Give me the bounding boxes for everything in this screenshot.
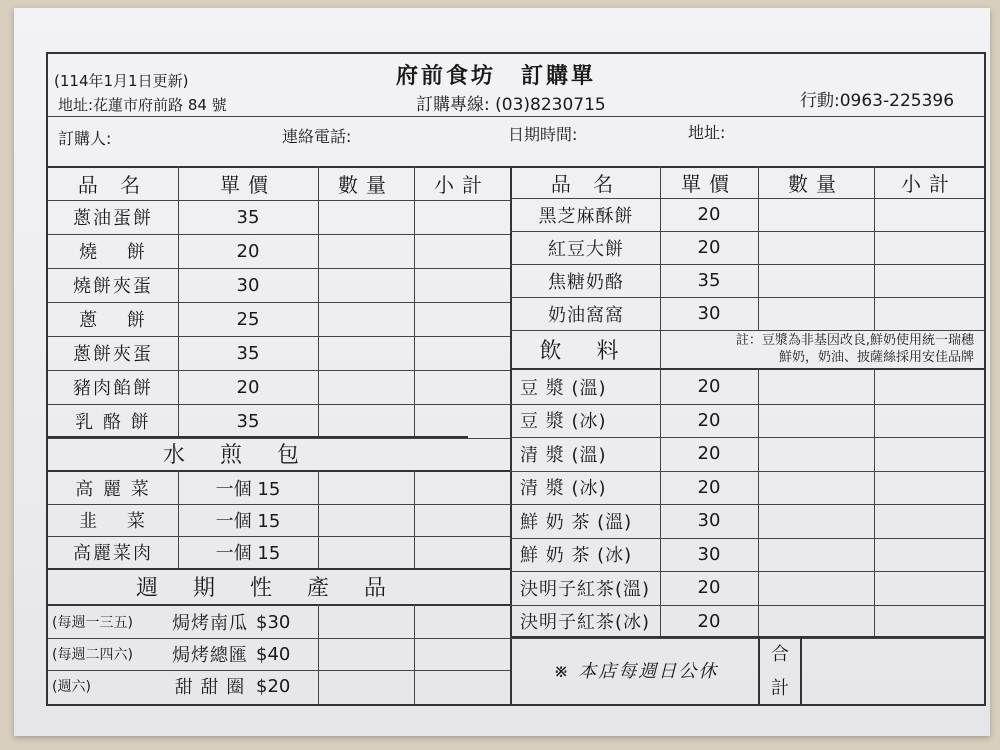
- right-col-divider-2b: [758, 368, 759, 636]
- address-field[interactable]: 地址:: [688, 123, 726, 142]
- left-col-divider-3b: [414, 470, 415, 568]
- drink-qty-cell[interactable]: [760, 472, 872, 504]
- left-item-price: 20: [236, 240, 260, 262]
- left-item-qty-cell[interactable]: [320, 371, 412, 403]
- closed-notice: ※ 本店每週日公休: [553, 661, 719, 682]
- right-row-divider: [510, 330, 984, 331]
- shuijianbao-item-name: 高 麗 菜: [75, 479, 151, 500]
- left-item-qty-cell[interactable]: [320, 201, 412, 233]
- drink-item-name: 決明子紅茶(冰): [520, 612, 651, 634]
- left-item-qty-cell[interactable]: [320, 269, 412, 301]
- drink-subtotal-cell[interactable]: [876, 606, 982, 638]
- drinks-title-divider: [660, 330, 661, 368]
- left-item-price: 35: [236, 342, 260, 364]
- drink-row-divider: [510, 638, 984, 639]
- updated-date: (114年1月1日更新): [54, 72, 189, 90]
- left-item-subtotal-cell[interactable]: [416, 337, 508, 369]
- drink-qty-cell[interactable]: [760, 539, 872, 571]
- left-item-qty-cell[interactable]: [320, 303, 412, 335]
- right-col-divider-3: [874, 166, 875, 330]
- drink-item-price: 20: [697, 610, 721, 632]
- footer-divider-2: [800, 636, 802, 704]
- drink-subtotal-cell[interactable]: [876, 405, 982, 437]
- shuijianbao-subtotal-cell[interactable]: [416, 505, 508, 535]
- drink-subtotal-cell[interactable]: [876, 371, 982, 403]
- right-item-name: 焦糖奶酪: [548, 271, 624, 293]
- left-col-divider-1: [178, 166, 179, 436]
- shop-address: 地址:花蓮市府前路 84 號: [58, 96, 227, 114]
- phone-field[interactable]: 連絡電話:: [282, 127, 352, 146]
- weekly-qty-cell[interactable]: [320, 639, 412, 669]
- weekly-item-name: 焗烤南瓜: [172, 613, 248, 634]
- weekly-item-days: (每週一三五): [52, 615, 133, 631]
- total-input-cell[interactable]: [804, 640, 980, 700]
- drink-qty-cell[interactable]: [760, 572, 872, 604]
- drink-item-price: 30: [697, 543, 721, 565]
- left-header-subtotal: 小計: [434, 172, 490, 197]
- weekly-item-price: $20: [256, 675, 291, 697]
- right-col-divider-1b: [660, 368, 661, 636]
- shuijianbao-item-name: 韭 菜: [79, 511, 147, 532]
- shuijianbao-section-title: 水 煎 包: [163, 442, 313, 468]
- order-hotline: 訂購專線: (03)8230715: [416, 95, 606, 115]
- drink-qty-cell[interactable]: [760, 371, 872, 403]
- right-item-qty-cell[interactable]: [760, 265, 872, 296]
- drink-subtotal-cell[interactable]: [876, 572, 982, 604]
- drink-item-price: 30: [697, 510, 721, 532]
- total-label-1: 合: [771, 644, 789, 665]
- weekly-subtotal-cell[interactable]: [416, 671, 508, 701]
- left-col-divider-3: [414, 166, 415, 436]
- left-item-price: 20: [236, 376, 260, 398]
- right-item-qty-cell[interactable]: [760, 232, 872, 263]
- right-item-price: 30: [697, 303, 721, 324]
- left-item-price: 30: [236, 274, 260, 296]
- weekly-item-name: 焗烤總匯: [172, 645, 248, 666]
- weekly-item-price: $40: [256, 643, 291, 665]
- left-col-divider-2c: [318, 604, 319, 704]
- left-item-subtotal-cell[interactable]: [416, 201, 508, 233]
- right-col-divider-2: [758, 166, 759, 330]
- weekly-subtotal-cell[interactable]: [416, 639, 508, 669]
- right-item-subtotal-cell[interactable]: [876, 265, 982, 296]
- left-col-divider-3c: [414, 604, 415, 704]
- left-item-subtotal-cell[interactable]: [416, 235, 508, 267]
- drink-item-name: 豆 漿 (冰): [520, 411, 607, 433]
- shuijianbao-item-name: 高麗菜肉: [73, 543, 153, 564]
- right-item-name: 奶油窩窩: [548, 304, 624, 326]
- weekly-item-days: (週六): [52, 679, 91, 695]
- footer-divider-1: [758, 636, 760, 704]
- drink-item-name: 清 漿 (冰): [520, 478, 607, 500]
- left-item-name: 蔥油蛋餅: [73, 208, 153, 229]
- drink-subtotal-cell[interactable]: [876, 438, 982, 470]
- drink-subtotal-cell[interactable]: [876, 472, 982, 504]
- left-item-qty-cell[interactable]: [320, 337, 412, 369]
- drink-item-name: 豆 漿 (溫): [520, 377, 607, 399]
- left-item-subtotal-cell[interactable]: [416, 269, 508, 301]
- left-item-name: 蔥 餅: [79, 310, 147, 331]
- drink-item-price: 20: [697, 476, 721, 498]
- right-item-qty-cell[interactable]: [760, 298, 872, 329]
- footer-top-border: [510, 636, 984, 638]
- order-form: [46, 52, 986, 706]
- drink-item-price: 20: [697, 409, 721, 431]
- weekly-item-name: 甜 甜 圈: [174, 677, 246, 698]
- right-header-price: 單價: [681, 171, 737, 196]
- left-item-price: 25: [236, 308, 260, 330]
- left-col-divider-2: [318, 166, 319, 436]
- page-title: 府前食坊 訂購單: [396, 63, 597, 89]
- right-header-subtotal: 小計: [901, 171, 957, 196]
- drink-item-name: 鮮 奶 茶 (溫): [520, 511, 633, 533]
- shuijianbao-item-price: 一個 15: [215, 543, 281, 564]
- right-item-qty-cell[interactable]: [760, 199, 872, 230]
- shuijianbao-qty-cell[interactable]: [320, 537, 412, 567]
- orderer-field[interactable]: 訂購人:: [58, 129, 112, 148]
- right-item-subtotal-cell[interactable]: [876, 298, 982, 329]
- left-header-price: 單價: [220, 172, 276, 197]
- left-col-divider-2b: [318, 470, 319, 568]
- left-item-name: 乳 酪 餅: [75, 412, 151, 433]
- drink-item-price: 20: [697, 443, 721, 465]
- drink-item-name: 決明子紅茶(溫): [520, 578, 651, 600]
- weekly-section-title: 週 期 性 產 品: [136, 575, 400, 601]
- weekly-subtotal-cell[interactable]: [416, 607, 508, 637]
- shuijianbao-subtotal-cell[interactable]: [416, 473, 508, 503]
- shuijianbao-qty-cell[interactable]: [320, 505, 412, 535]
- drink-qty-cell[interactable]: [760, 405, 872, 437]
- drink-item-price: 20: [697, 376, 721, 398]
- left-item-price: 35: [236, 206, 260, 228]
- right-item-subtotal-cell[interactable]: [876, 232, 982, 263]
- right-col-divider-1: [660, 166, 661, 330]
- left-item-subtotal-cell[interactable]: [416, 371, 508, 403]
- datetime-field[interactable]: 日期時間:: [508, 125, 578, 144]
- total-label-2: 計: [771, 678, 789, 699]
- ingredient-note-line1: 註：豆漿為非基因改良,鮮奶使用統一瑞穗: [735, 333, 974, 348]
- weekly-item-days: (每週二四六): [52, 647, 133, 663]
- ingredient-note: [736, 332, 974, 366]
- weekly-qty-cell[interactable]: [320, 607, 412, 637]
- right-item-name: 黑芝麻酥餅: [538, 205, 634, 227]
- order-form-paper: [14, 8, 990, 736]
- right-item-price: 35: [697, 270, 721, 291]
- ingredient-note-line2: 鮮奶，奶油、披薩絲採用安佳品牌: [778, 350, 974, 365]
- drink-subtotal-cell[interactable]: [876, 505, 982, 537]
- right-item-name: 紅豆大餅: [548, 238, 624, 260]
- left-col-divider-1b: [178, 470, 179, 568]
- drinks-section-title: 飲 料: [539, 338, 633, 364]
- left-header-qty: 數量: [338, 172, 394, 197]
- left-item-name: 燒餅夾蛋: [73, 276, 153, 297]
- left-item-qty-cell[interactable]: [320, 405, 412, 437]
- shuijianbao-top-border: [48, 436, 468, 438]
- left-header-name: 品 名: [77, 172, 149, 197]
- left-item-qty-cell[interactable]: [320, 235, 412, 267]
- drink-qty-cell[interactable]: [760, 606, 872, 638]
- weekly-qty-cell[interactable]: [320, 671, 412, 701]
- drink-qty-cell[interactable]: [760, 505, 872, 537]
- drink-item-name: 鮮 奶 茶 (冰): [520, 545, 633, 567]
- right-item-subtotal-cell[interactable]: [876, 199, 982, 230]
- drink-item-name: 清 漿 (溫): [520, 444, 607, 466]
- right-header-qty: 數量: [788, 171, 844, 196]
- drink-item-price: 20: [697, 577, 721, 599]
- right-item-price: 20: [697, 237, 721, 258]
- weekly-top-border: [48, 568, 510, 570]
- shuijianbao-subtotal-cell[interactable]: [416, 537, 508, 567]
- left-item-name: 燒 餅: [79, 242, 147, 263]
- shuijianbao-item-price: 一個 15: [215, 511, 281, 532]
- left-item-subtotal-cell[interactable]: [416, 405, 508, 437]
- drink-qty-cell[interactable]: [760, 438, 872, 470]
- weekly-item-price: $30: [256, 611, 291, 633]
- drink-subtotal-cell[interactable]: [876, 539, 982, 571]
- left-item-name: 豬肉餡餅: [73, 378, 153, 399]
- left-item-price: 35: [236, 410, 260, 432]
- left-row-divider: [48, 438, 510, 439]
- right-item-price: 20: [697, 204, 721, 225]
- mobile-number: 行動:0963-225396: [800, 91, 955, 111]
- header-divider: [48, 116, 984, 117]
- left-item-subtotal-cell[interactable]: [416, 303, 508, 335]
- shuijianbao-item-price: 一個 15: [215, 479, 281, 500]
- shuijianbao-qty-cell[interactable]: [320, 473, 412, 503]
- right-col-divider-3b: [874, 368, 875, 636]
- left-item-name: 蔥餅夾蛋: [73, 344, 153, 365]
- right-header-name: 品 名: [550, 171, 622, 196]
